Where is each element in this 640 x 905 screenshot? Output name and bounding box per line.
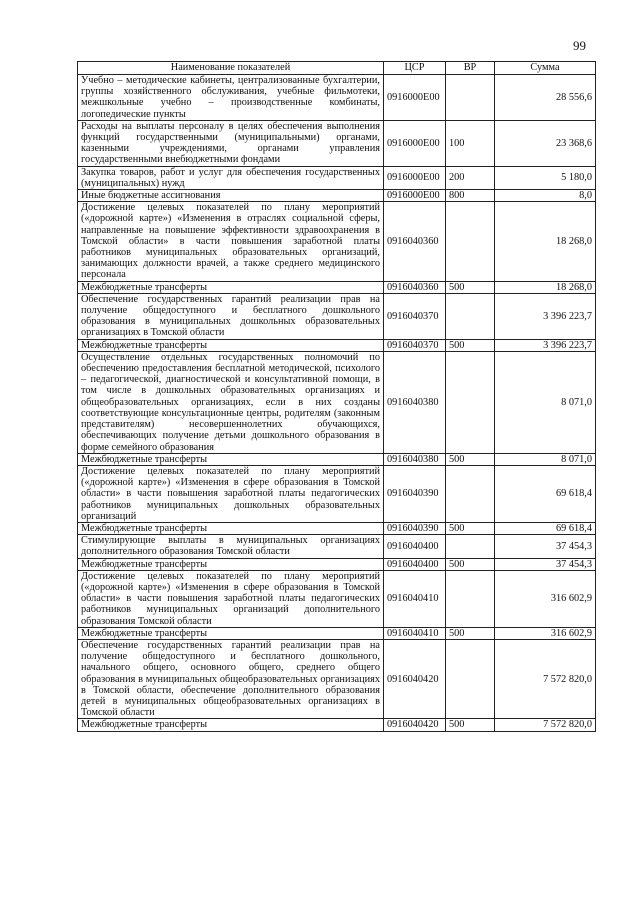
table-row bbox=[78, 465, 596, 522]
table-row bbox=[78, 293, 596, 339]
row-csr: 0916040420 bbox=[384, 639, 446, 718]
row-name: Расходы на выплаты персоналу в целях обеспечения выполнения функций государственными (муниципальными) органами, казенными учреждениями, органами управления государственными внебюджетными фондами bbox=[78, 120, 384, 166]
row-csr: 0916000E00 bbox=[384, 75, 446, 121]
table-row bbox=[78, 75, 596, 121]
row-vr: 800 bbox=[446, 190, 495, 202]
row-csr: 0916040360 bbox=[384, 202, 446, 281]
row-name: Достижение целевых показателей по плану мероприятий («дорожной карте») «Изменения в сфере образования в Томской области» в части повышения заработной платы педагогических работников муниципальных организаций дополнительного образования Томской области bbox=[78, 570, 384, 627]
row-name: Межбюджетные трансферты bbox=[78, 522, 384, 534]
table-row bbox=[78, 190, 596, 202]
table-row bbox=[78, 558, 596, 570]
row-sum: 8,0 bbox=[495, 190, 596, 202]
row-csr: 0916040400 bbox=[384, 558, 446, 570]
row-name: Учебно – методические кабинеты, централизованные бухгалтерии, группы хозяйственного обслуживания, учебные фильмотеки, межшкольные учебно – производственные комбинаты, логопедические пункты bbox=[78, 75, 384, 121]
row-csr: 0916000E00 bbox=[384, 120, 446, 166]
table-row bbox=[78, 120, 596, 166]
row-name: Межбюджетные трансферты bbox=[78, 339, 384, 351]
row-name: Обеспечение государственных гарантий реализации прав на получение общедоступного и бесплатного дошкольного образования в муниципальных дошкольных образовательных организациях в Томской области bbox=[78, 293, 384, 339]
row-sum: 5 180,0 bbox=[495, 166, 596, 189]
row-sum: 8 071,0 bbox=[495, 453, 596, 465]
row-name: Иные бюджетные ассигнования bbox=[78, 190, 384, 202]
row-name: Закупка товаров, работ и услуг для обеспечения государственных (муниципальных) нужд bbox=[78, 166, 384, 189]
row-name: Межбюджетные трансферты bbox=[78, 453, 384, 465]
row-sum: 3 396 223,7 bbox=[495, 339, 596, 351]
row-name: Обеспечение государственных гарантий реализации прав на получение общедоступного и бесплатного дошкольного, начального общего, основного общего, среднего общего образования в муниципальных общеобразовательных организациях в Томской области, обеспечение дополнительного образования детей в муниципальных общеобразовательных организациях в Томской области bbox=[78, 639, 384, 718]
row-sum: 8 071,0 bbox=[495, 351, 596, 453]
table-row bbox=[78, 202, 596, 281]
table-row bbox=[78, 166, 596, 189]
row-sum: 28 556,6 bbox=[495, 75, 596, 121]
table-row bbox=[78, 339, 596, 351]
row-vr: 500 bbox=[446, 522, 495, 534]
row-vr bbox=[446, 465, 495, 522]
row-vr: 500 bbox=[446, 339, 495, 351]
row-sum: 316 602,9 bbox=[495, 627, 596, 639]
row-sum: 3 396 223,7 bbox=[495, 293, 596, 339]
row-vr bbox=[446, 570, 495, 627]
row-vr: 500 bbox=[446, 719, 495, 731]
row-csr: 0916000E00 bbox=[384, 166, 446, 189]
row-vr: 200 bbox=[446, 166, 495, 189]
table-header-row bbox=[78, 62, 596, 75]
row-name: Стимулирующие выплаты в муниципальных организациях дополнительного образования Томской области bbox=[78, 535, 384, 558]
row-sum: 37 454,3 bbox=[495, 558, 596, 570]
row-csr: 0916040380 bbox=[384, 351, 446, 453]
table-row bbox=[78, 627, 596, 639]
row-sum: 69 618,4 bbox=[495, 522, 596, 534]
table-row bbox=[78, 281, 596, 293]
row-csr: 0916040390 bbox=[384, 465, 446, 522]
row-csr: 0916040370 bbox=[384, 293, 446, 339]
row-vr bbox=[446, 351, 495, 453]
row-name: Межбюджетные трансферты bbox=[78, 719, 384, 731]
row-vr bbox=[446, 75, 495, 121]
row-vr bbox=[446, 535, 495, 558]
row-vr: 500 bbox=[446, 281, 495, 293]
row-sum: 23 368,6 bbox=[495, 120, 596, 166]
row-sum: 18 268,0 bbox=[495, 281, 596, 293]
header-vr: ВР bbox=[446, 62, 495, 75]
row-csr: 0916040380 bbox=[384, 453, 446, 465]
header-name: Наименование показателей bbox=[78, 62, 384, 75]
row-vr: 500 bbox=[446, 627, 495, 639]
row-csr: 0916040390 bbox=[384, 522, 446, 534]
header-sum: Сумма bbox=[495, 62, 596, 75]
table-row bbox=[78, 522, 596, 534]
row-vr bbox=[446, 202, 495, 281]
row-vr: 500 bbox=[446, 558, 495, 570]
row-sum: 7 572 820,0 bbox=[495, 719, 596, 731]
row-csr: 0916040420 bbox=[384, 719, 446, 731]
header-csr: ЦСР bbox=[384, 62, 446, 75]
table-row bbox=[78, 639, 596, 718]
row-vr bbox=[446, 293, 495, 339]
row-vr bbox=[446, 639, 495, 718]
table-row bbox=[78, 453, 596, 465]
row-name: Осуществление отдельных государственных полномочий по обеспечению предоставления бесплатной методической, психолого – педагогической, диагностической и консультативной помощи, в том числе в дошкольных образовательных организациях и общеобразовательных организациях, если в них созданы соответствующие консультационные центры, родителям (законным представителям) несовершеннолетних обучающихся, обеспечивающих получение детьми дошкольного образования в форме семейного образования bbox=[78, 351, 384, 453]
row-name: Достижение целевых показателей по плану мероприятий («дорожной карте») «Изменения в отраслях социальной сферы, направленные на повышение эффективности здравоохранения в Томской области» в части повышения заработной платы работников муниципальных образовательных организаций, занимающих должности врачей, а также среднего медицинского персонала bbox=[78, 202, 384, 281]
page-number: 99 bbox=[573, 38, 586, 53]
row-name: Межбюджетные трансферты bbox=[78, 281, 384, 293]
row-csr: 0916040360 bbox=[384, 281, 446, 293]
row-sum: 37 454,3 bbox=[495, 535, 596, 558]
row-sum: 7 572 820,0 bbox=[495, 639, 596, 718]
table-row bbox=[78, 351, 596, 453]
row-name: Достижение целевых показателей по плану мероприятий («дорожной карте») «Изменения в сфере образования в Томской области» в части повышения заработной платы педагогических работников муниципальных дошкольных образовательных организаций bbox=[78, 465, 384, 522]
row-csr: 0916040410 bbox=[384, 627, 446, 639]
row-vr: 100 bbox=[446, 120, 495, 166]
row-name: Межбюджетные трансферты bbox=[78, 627, 384, 639]
row-sum: 69 618,4 bbox=[495, 465, 596, 522]
row-name: Межбюджетные трансферты bbox=[78, 558, 384, 570]
row-csr: 0916000E00 bbox=[384, 190, 446, 202]
budget-table bbox=[77, 61, 596, 732]
row-vr: 500 bbox=[446, 453, 495, 465]
table-row bbox=[78, 570, 596, 627]
row-csr: 0916040410 bbox=[384, 570, 446, 627]
table-row bbox=[78, 719, 596, 731]
table-row bbox=[78, 535, 596, 558]
row-sum: 18 268,0 bbox=[495, 202, 596, 281]
row-csr: 0916040400 bbox=[384, 535, 446, 558]
row-sum: 316 602,9 bbox=[495, 570, 596, 627]
row-csr: 0916040370 bbox=[384, 339, 446, 351]
